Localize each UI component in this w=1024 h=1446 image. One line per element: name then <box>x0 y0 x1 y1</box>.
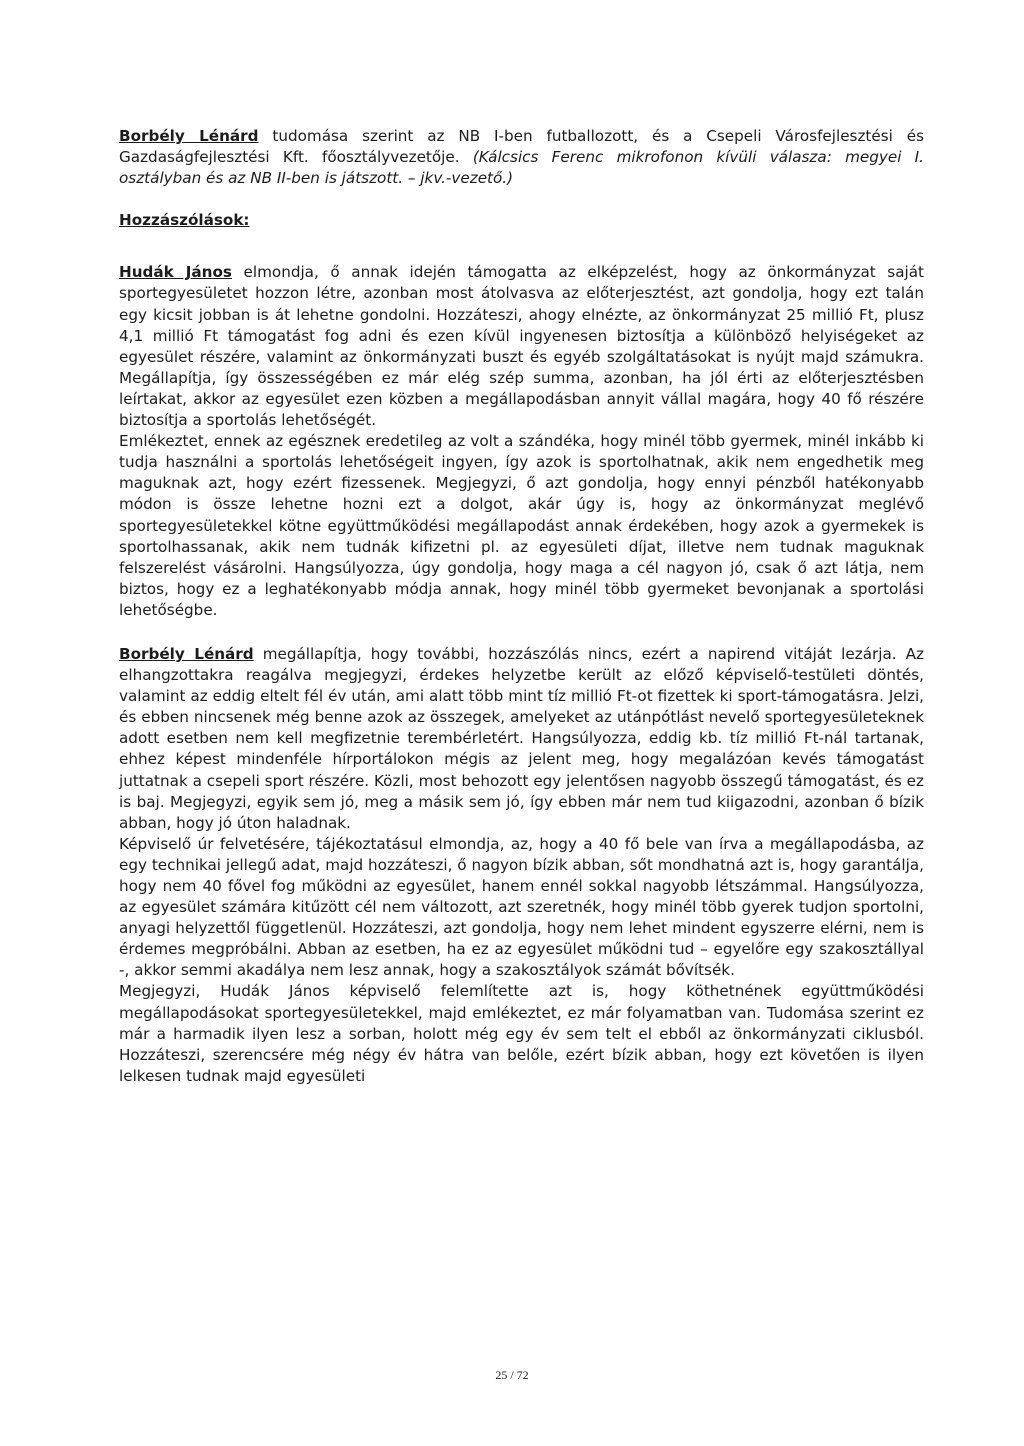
paragraph-text: tudomása szerint az NB I-ben futballozott, és a Csepeli Városfejlesztési és Gazdaságfejlesztési Kft. főosztályvezetője. <box>119 127 924 167</box>
page-body <box>119 126 924 1087</box>
contribution-paragraph: Képviselő úr felvetésére, tájékoztatásul elmondja, az, hogy a 40 fő bele van írva a megállapodásba, az egy technikai jellegű adat, majd hozzáteszi, ő nagyon bízik abban, sőt mondhatná azt is, hogy garantálja, hogy nem 40 fővel fog működni az egyesület, hanem ennél sokkal nagyobb létszámmal. Hangsúlyozza, az egyesület számára kitűzött cél nem változott, azt szeretnék, hogy minél több gyerek tudjon sportolni, anyagi helyzettől függetlenül. Hozzáteszi, azt gondolja, hogy nem lehet mindent egyszerre elérni, nem is érdemes megpróbálni. Abban az esetben, ha ez az egyesület működni tud – egyelőre egy szakosztállyal -, akkor semmi akadálya nem lesz annak, hogy a szakosztályok számát bővítsék. <box>119 834 924 980</box>
section-heading <box>119 210 924 231</box>
speaker-name: Borbély Lénárd <box>119 644 254 663</box>
contribution-paragraph: Emlékeztet, ennek az egésznek eredetileg az volt a szándéka, hogy minél több gyermek, minél inkább ki tudja használni a sportolás lehetőségeit ingyen, így azok is sportolhatnak, akik nem engedhetik meg maguknak azt, hogy ezért fizessenek. Megjegyzi, ő azt gondolja, hogy ennyi pénzből hatékonyabb módon is össze lehetne hozni ezt a dolgot, akár úgy is, hogy az önkormányzat meglévő sportegyesületekkel kötne együttműködési megállapodást annak érdekében, hogy azok a gyermekek is sportolhassanak, akik nem tudnák kifizetni pl. az egyesületi díjat, illetve nem tudnak maguknak felszerelést vásárolni. Hangsúlyozza, úgy gondolja, hogy maga a cél nagyon jó, csak ő azt látja, nem biztos, hogy ez a leghatékonyabb módja annak, hogy minél több gyermeket bevonjanak a sportolási lehetőségbe. <box>119 432 924 619</box>
contribution-paragraph <box>119 644 924 834</box>
paragraph-text: elmondja, ő annak idején támogatta az elképzelést, hogy az önkormányzat saját sportegyesületet hozzon létre, azonban most átolvasva az előterjesztést, azt gondolja, hogy ezt talán egy kicsit jobban is át lehetne gondolni. Hozzáteszi, ahogy elnézte, az önkormányzat 25 millió Ft, plusz 4,1 millió Ft támogatást fog adni és ezen kívül ingyenesen biztosítja a különböző helyiségeket az egyesület részére, valamint az önkormányzati buszt és egyéb szolgáltatásokat is nyújt majd számukra. Megállapítja, így összességében ez már elég szép summa, azonban, ha jól érti az előterjesztésben leírtakat, akkor az egyesület ezen közben a megállapodásban annyit vállal magára, hogy 40 fő részére biztosítja a sportolás lehetőségét. <box>119 263 924 430</box>
paragraph-text: megállapítja, hogy további, hozzászólás nincs, ezért a napirend vitáját lezárja. Az elhangzottakra reagálva megjegyzi, érdekes helyzetbe került az előző képviselő-testületi döntés, valamint az eddig eltelt fél év után, ami alatt több mint tíz millió Ft-ot fizettek ki sport-támogatásra. Jelzi, és ebben nincsenek még benne azok az összegek, amelyeket az utánpótlást nevelő sportegyesületeknek adott esetben nem kell megfizetnie terembérletért. Hangsúlyozza, eddig kb. tíz millió Ft-nál tartanak, ehhez képest mindenféle hírportálokon mégis az jelent meg, hogy megalázóan kevés támogatást juttatnak a csepeli sport részére. Közli, most behozott egy jelentősen nagyobb összegű támogatást, és ez is baj. Megjegyzi, egyik sem jó, meg a másik sem jó, így ebben már nem tud kiigazodni, azonban ő bízik abban, hogy jó úton haladnak. <box>119 644 924 832</box>
speaker-name: Hudák János <box>119 263 232 282</box>
page-number: 25 / 72 <box>495 1368 529 1382</box>
spacer <box>119 189 924 210</box>
spacer <box>119 621 924 644</box>
contribution-paragraph <box>119 262 924 431</box>
section-heading-text: Hozzászólások: <box>119 211 250 230</box>
spacer <box>119 231 924 262</box>
intro-paragraph <box>119 126 924 189</box>
speaker-name: Borbély Lénárd <box>119 127 259 145</box>
minutes-note: (Kálcsics Ferenc mikrofonon kívüli válasza: megyei I. osztályban és az NB II-ben is játszott. – jkv.-vezető.) <box>119 148 924 188</box>
contribution-paragraph: Megjegyzi, Hudák János képviselő felemlítette azt is, hogy köthetnének együttműködési megállapodásokat sportegyesületekkel, majd emlékeztet, ez már folyamatban van. Tudomása szerint ez már a harmadik ilyen lesz a sorban, holott még egy év sem telt el ebből az önkormányzati ciklusból. Hozzáteszi, szerencsére még négy év hátra van belőle, ezért bízik abban, hogy ezt követően is ilyen lelkesen tudnak majd egyesületi <box>119 982 924 1085</box>
